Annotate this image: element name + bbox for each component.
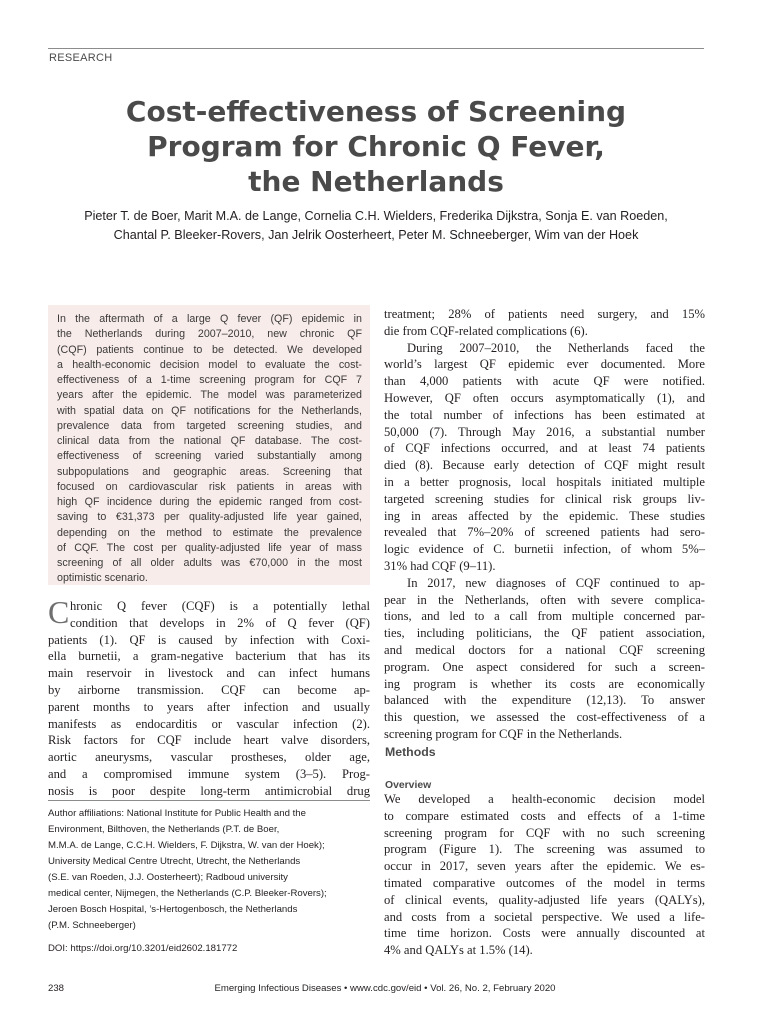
abstract-line: of CQF. The cost per quality-adjusted life year of mass [57,541,362,554]
body-line: screening program for CQF in the Netherlands. [384,726,623,741]
abstract [48,305,370,585]
body-line: balanced with the expenditure (12,13). To answer [384,693,705,708]
abstract-line: the Netherlands during 2007–2010, new chronic QF [57,328,362,341]
body-line: and medical doctors for a national CQF screening [384,642,705,657]
body-line: condition that develops in 2% of Q fever (QF) [70,615,370,630]
author-affiliations [48,806,370,934]
section-label: RESEARCH [49,52,113,64]
body-line: targeted screening studies for clinical risk groups liv- [384,491,705,506]
title-line: the Netherlands [248,165,504,198]
affiliation-line: Environment, Bilthoven, the Netherlands (P.T. de Boer, [48,824,280,835]
abstract-line: In the aftermath of a large Q fever (QF) epidemic in [57,313,362,325]
body-line: ella burnetii, a gram-negative bacterium that has its [48,649,370,664]
body-line: tions, and led to a call from multiple concerned par- [384,609,705,624]
abstract-line: with spatial data on QF notifications for the Netherlands, [57,404,362,417]
body-line: 4% and QALYs at 1.5% (14). [384,943,533,958]
body-line: ing in areas affected by the epidemic. These studies [384,508,705,523]
body-line: parent months to years after infection and usually [48,699,370,714]
right-column-text [384,306,705,743]
abstract-line: effectiveness of a 1-time screening program for CQF 7 [57,374,362,386]
body-line: and a compromised immune system (3–5). Prog- [48,766,370,781]
body-line: die from CQF-related complications (6). [384,323,588,338]
body-line: program. One aspect considered for such a screen- [384,659,705,674]
title-line: Cost-effectiveness of Screening [125,95,627,128]
abstract-line: a health-economic decision model to evaluate the cost- [57,358,362,371]
affiliation-line: Jeroen Bosch Hospital, ’s-Hertogenbosch, the Netherlands [48,904,298,915]
body-line: in a better prognosis, local hospitals initiated multiple [384,474,705,489]
body-line: logic evidence of C. burnetii infection, of whom 5%– [384,542,705,557]
body-line: We developed a health-economic decision model [384,792,705,806]
body-line: 50,000 (7). Through May 2016, a substantial number [384,424,705,439]
body-line: nosis is poor despite long-term antimicrobial drug [48,783,370,798]
affiliation-line: (P.M. Schneeberger) [48,920,136,931]
journal-footer: Emerging Infectious Diseases • www.cdc.gov/eid • Vol. 26, No. 2, February 2020 [214,983,556,994]
intro-paragraph [48,594,370,800]
abstract-line: effectiveness of screening varied substantially among [57,450,362,463]
abstract-line: screening of all older adults was €70,000 in the most [57,557,362,569]
body-line: the total number of infections has been estimated at [384,407,705,422]
body-line: 31% had CQF (9–11). [384,558,496,573]
body-line: screening program for CQF with no such screening [384,825,705,840]
body-line: In 2017, new diagnoses of CQF continued to ap- [407,575,705,590]
body-line: manifests as endocarditis or vascular infection (2). [48,716,370,731]
body-line: ties, including politicians, the QF patient association, [384,626,705,641]
title-line: Program for Chronic Q Fever, [147,130,605,163]
body-line: patients (1). QF is caused by infection with Coxi- [48,632,370,647]
abstract-line: optimistic scenario. [57,572,148,585]
body-line: and costs from a societal perspective. We used a life- [384,909,705,924]
abstract-line: clinical data from the national QF database. The cost- [57,435,362,447]
body-line: hronic Q fever (CQF) is a potentially lethal [70,599,370,613]
affiliation-line: M.M.A. de Lange, C.C.H. Wielders, F. Dijkstra, W. van der Hoek); [48,840,325,851]
body-line: died (8). Because early detection of CQF might result [384,458,705,473]
affiliation-line: medical center, Nijmegen, the Netherlands (C.P. Bleeker-Rovers); [48,888,327,899]
body-line: pear in the Netherlands, often with severe complica- [384,592,705,607]
body-line: time time horizon. Costs were annually discounted at [384,926,705,941]
body-line: to compare estimated costs and effects of a 1-time [384,808,705,823]
body-line: Risk factors for CQF include heart valve disorders, [48,733,370,748]
doi-link[interactable]: DOI: https://doi.org/10.3201/eid2602.181772 [48,943,238,954]
abstract-line: subpopulations and geographic areas. Screening that [57,465,362,478]
methods-heading: Methods [385,745,436,759]
header-rule [48,48,704,49]
body-line: revealed that 7%–20% of screened patients had sero- [384,525,705,540]
author-line: Pieter T. de Boer, Marit M.A. de Lange, Cornelia C.H. Wielders, Frederika Dijkstra, Sonja E. van Roeden, [84,209,668,223]
body-line: by airborne transmission. CQF can become ap- [48,682,370,697]
body-line: During 2007–2010, the Netherlands faced the [407,340,705,355]
body-line: of clinical events, quality-adjusted life years (QALYs), [384,892,705,907]
author-list [48,207,704,244]
affiliation-rule [48,800,370,801]
body-line: world’s largest QF epidemic ever documented. More [384,357,705,372]
body-line: this question, we assessed the cost-effectiveness of a [384,710,705,725]
abstract-line: years after the epidemic. The model was parameterized [57,389,362,402]
body-line: main reservoir in livestock and can infect humans [48,666,370,681]
body-line: program (Figure 1). The screening was assumed to [384,842,705,857]
body-line: treatment; 28% of patients need surgery, and 15% [384,307,705,321]
body-line: occur in 2017, seven years after the epidemic. We es- [384,859,705,874]
body-line: of CQF infections occurred, and at least 74 patients [384,441,705,456]
body-line: ing program is whether its costs are economically [384,676,705,691]
body-line: However, QF often occurs asymptomatically (1), and [384,390,705,405]
abstract-line: high QF incidence during the epidemic ranged from cost- [57,496,362,508]
affiliation-line: Author affiliations: National Institute for Public Health and the [48,808,306,819]
abstract-line: focused on cardiovascular risk patients in areas with [57,480,362,493]
body-line: timated comparative outcomes of the model in terms [384,875,705,890]
author-line: Chantal P. Bleeker-Rovers, Jan Jelrik Oosterheert, Peter M. Schneeberger, Wim van der Hoek [113,227,639,242]
affiliation-line: (S.E. van Roeden, J.J. Oosterheert); Radboud university [48,872,288,883]
abstract-line: saving to €31,373 per quality-adjusted life year gained, [57,511,362,524]
affiliation-line: University Medical Centre Utrecht, Utrecht, the Netherlands [48,856,301,867]
article-title [48,94,704,199]
page-number: 238 [48,983,65,994]
drop-cap: C [48,594,70,630]
body-line: than 4,000 patients with acute QF were notified. [384,374,705,389]
abstract-line: (CQF) patients continue to be detected. We developed [57,343,362,356]
abstract-line: prevalence data from targeted screening studies, and [57,419,362,432]
abstract-line: depending on the method to estimate the prevalence [57,526,362,539]
body-line: aortic aneurysms, vascular prostheses, older age, [48,750,370,765]
overview-paragraph [384,791,705,959]
overview-heading: Overview [385,780,432,791]
